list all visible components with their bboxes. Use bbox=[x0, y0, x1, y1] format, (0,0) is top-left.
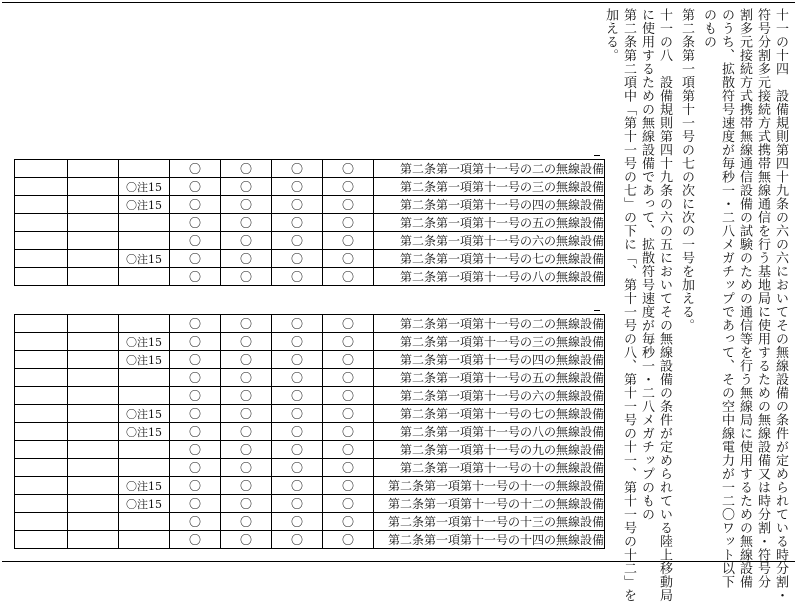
mark-cell: 〇 bbox=[221, 513, 272, 531]
mark-cell: 〇 bbox=[272, 405, 323, 423]
text-column: 第二条第一項第十一号の七の次に次の一号を加える。 bbox=[679, 8, 694, 332]
note-cell bbox=[119, 387, 170, 405]
row-label: 第二条第一項第十一号の五の無線設備 bbox=[374, 214, 605, 232]
mark-cell: 〇 bbox=[323, 196, 374, 214]
empty-cell bbox=[15, 160, 68, 178]
empty-cell bbox=[15, 214, 68, 232]
mark-cell: 〇 bbox=[323, 351, 374, 369]
table-row bbox=[15, 333, 605, 351]
row-label: 第二条第一項第十一号の十の無線設備 bbox=[374, 459, 605, 477]
row-label: 第二条第一項第十一号の九の無線設備 bbox=[374, 441, 605, 459]
row-label: 第二条第一項第十一号の四の無線設備 bbox=[374, 196, 605, 214]
table-top-corner-mark bbox=[594, 155, 600, 156]
mark-cell: 〇 bbox=[221, 531, 272, 549]
mark-cell: 〇 bbox=[221, 196, 272, 214]
mark-cell: 〇 bbox=[221, 178, 272, 196]
table-bottom-corner-mark bbox=[594, 310, 600, 311]
mark-cell: 〇 bbox=[170, 333, 221, 351]
table-row bbox=[15, 495, 605, 513]
mark-cell: 〇 bbox=[323, 405, 374, 423]
text-column: 符号分割多元接続方式携帯無線通信を行う基地局に使用するための無線設備又は時分割・符号分 bbox=[755, 8, 770, 589]
empty-cell bbox=[15, 495, 68, 513]
table-row bbox=[15, 232, 605, 250]
empty-cell bbox=[68, 333, 119, 351]
mark-cell: 〇 bbox=[221, 405, 272, 423]
note-cell: 〇注15 bbox=[119, 495, 170, 513]
empty-cell bbox=[15, 459, 68, 477]
mark-cell: 〇 bbox=[221, 250, 272, 268]
table-bottom bbox=[14, 314, 605, 549]
mark-cell: 〇 bbox=[323, 178, 374, 196]
row-label: 第二条第一項第十一号の三の無線設備 bbox=[374, 333, 605, 351]
row-label: 第二条第一項第十一号の二の無線設備 bbox=[374, 315, 605, 333]
mark-cell: 〇 bbox=[170, 477, 221, 495]
row-label: 第二条第一項第十一号の十二の無線設備 bbox=[374, 495, 605, 513]
row-label: 第二条第一項第十一号の五の無線設備 bbox=[374, 369, 605, 387]
mark-cell: 〇 bbox=[272, 369, 323, 387]
empty-cell bbox=[68, 351, 119, 369]
mark-cell: 〇 bbox=[221, 232, 272, 250]
empty-cell bbox=[68, 315, 119, 333]
note-cell bbox=[119, 214, 170, 232]
empty-cell bbox=[15, 178, 68, 196]
mark-cell: 〇 bbox=[323, 531, 374, 549]
table-row bbox=[15, 214, 605, 232]
mark-cell: 〇 bbox=[272, 214, 323, 232]
table-row bbox=[15, 441, 605, 459]
empty-cell bbox=[15, 531, 68, 549]
empty-cell bbox=[68, 495, 119, 513]
mark-cell: 〇 bbox=[170, 441, 221, 459]
row-label: 第二条第一項第十一号の十四の無線設備 bbox=[374, 531, 605, 549]
note-cell bbox=[119, 268, 170, 286]
mark-cell: 〇 bbox=[272, 333, 323, 351]
empty-cell bbox=[15, 423, 68, 441]
mark-cell: 〇 bbox=[170, 315, 221, 333]
table-row bbox=[15, 369, 605, 387]
mark-cell: 〇 bbox=[170, 405, 221, 423]
text-column: 第二条第二項中「第十一号の七」の下に「、第十一号の八、第十一号の十一、第十一号の十二」を bbox=[621, 8, 636, 602]
table-row bbox=[15, 531, 605, 549]
mark-cell: 〇 bbox=[323, 250, 374, 268]
empty-cell bbox=[68, 477, 119, 495]
mark-cell: 〇 bbox=[170, 196, 221, 214]
empty-cell bbox=[68, 250, 119, 268]
mark-cell: 〇 bbox=[221, 369, 272, 387]
empty-cell bbox=[15, 232, 68, 250]
empty-cell bbox=[68, 268, 119, 286]
mark-cell: 〇 bbox=[170, 351, 221, 369]
empty-cell bbox=[15, 250, 68, 268]
note-cell bbox=[119, 459, 170, 477]
row-label: 第二条第一項第十一号の十一の無線設備 bbox=[374, 477, 605, 495]
empty-cell bbox=[15, 268, 68, 286]
mark-cell: 〇 bbox=[221, 387, 272, 405]
note-cell bbox=[119, 315, 170, 333]
mark-cell: 〇 bbox=[323, 495, 374, 513]
empty-cell bbox=[15, 315, 68, 333]
row-label: 第二条第一項第十一号の十三の無線設備 bbox=[374, 513, 605, 531]
row-label: 第二条第一項第十一号の七の無線設備 bbox=[374, 405, 605, 423]
note-cell: 〇注15 bbox=[119, 351, 170, 369]
mark-cell: 〇 bbox=[170, 369, 221, 387]
mark-cell: 〇 bbox=[272, 495, 323, 513]
note-cell: 〇注15 bbox=[119, 178, 170, 196]
table-top bbox=[14, 159, 605, 286]
mark-cell: 〇 bbox=[272, 459, 323, 477]
mark-cell: 〇 bbox=[221, 441, 272, 459]
row-label: 第二条第一項第十一号の八の無線設備 bbox=[374, 423, 605, 441]
empty-cell bbox=[68, 196, 119, 214]
empty-cell bbox=[15, 405, 68, 423]
table-row bbox=[15, 459, 605, 477]
mark-cell: 〇 bbox=[170, 160, 221, 178]
row-label: 第二条第一項第十一号の七の無線設備 bbox=[374, 250, 605, 268]
note-cell: 〇注15 bbox=[119, 333, 170, 351]
mark-cell: 〇 bbox=[323, 477, 374, 495]
empty-cell bbox=[68, 531, 119, 549]
mark-cell: 〇 bbox=[221, 477, 272, 495]
row-label: 第二条第一項第十一号の六の無線設備 bbox=[374, 232, 605, 250]
mark-cell: 〇 bbox=[272, 178, 323, 196]
mark-cell: 〇 bbox=[170, 531, 221, 549]
mark-cell: 〇 bbox=[272, 531, 323, 549]
mark-cell: 〇 bbox=[221, 351, 272, 369]
mark-cell: 〇 bbox=[272, 268, 323, 286]
note-cell bbox=[119, 531, 170, 549]
mark-cell: 〇 bbox=[323, 459, 374, 477]
mark-cell: 〇 bbox=[272, 351, 323, 369]
mark-cell: 〇 bbox=[272, 477, 323, 495]
note-cell: 〇注15 bbox=[119, 423, 170, 441]
text-column: 割多元接続方式携帯無線通信設備の試験のための通信等を行う無線局に使用するための無線設備 bbox=[737, 8, 752, 589]
mark-cell: 〇 bbox=[221, 423, 272, 441]
mark-cell: 〇 bbox=[170, 387, 221, 405]
mark-cell: 〇 bbox=[170, 178, 221, 196]
mark-cell: 〇 bbox=[323, 315, 374, 333]
note-cell bbox=[119, 160, 170, 178]
table-row bbox=[15, 351, 605, 369]
text-column: 十一の十四 設備規則第四十九条の六の六においてその無線設備の条件が定められている時分割・ bbox=[773, 8, 788, 602]
mark-cell: 〇 bbox=[272, 250, 323, 268]
table-row bbox=[15, 268, 605, 286]
empty-cell bbox=[68, 513, 119, 531]
table-row bbox=[15, 405, 605, 423]
mark-cell: 〇 bbox=[323, 268, 374, 286]
text-column: 加える。 bbox=[603, 8, 618, 62]
empty-cell bbox=[15, 387, 68, 405]
mark-cell: 〇 bbox=[272, 513, 323, 531]
mark-cell: 〇 bbox=[272, 196, 323, 214]
empty-cell bbox=[15, 513, 68, 531]
empty-cell bbox=[68, 160, 119, 178]
note-cell bbox=[119, 441, 170, 459]
mark-cell: 〇 bbox=[170, 232, 221, 250]
note-cell: 〇注15 bbox=[119, 196, 170, 214]
empty-cell bbox=[15, 441, 68, 459]
mark-cell: 〇 bbox=[170, 513, 221, 531]
mark-cell: 〇 bbox=[170, 214, 221, 232]
mark-cell: 〇 bbox=[170, 495, 221, 513]
table-row bbox=[15, 178, 605, 196]
empty-cell bbox=[68, 369, 119, 387]
row-label: 第二条第一項第十一号の六の無線設備 bbox=[374, 387, 605, 405]
mark-cell: 〇 bbox=[323, 513, 374, 531]
empty-cell bbox=[68, 178, 119, 196]
text-column: に使用するための無線設備であって、拡散符号速度が毎秒一・二八メガチップのもの bbox=[639, 8, 654, 521]
note-cell bbox=[119, 513, 170, 531]
note-cell bbox=[119, 232, 170, 250]
text-column: 十一の八 設備規則第四十九条の六の五においてその無線設備の条件が定められている陸上移動局 bbox=[657, 8, 672, 602]
mark-cell: 〇 bbox=[170, 423, 221, 441]
mark-cell: 〇 bbox=[272, 160, 323, 178]
empty-cell bbox=[68, 232, 119, 250]
empty-cell bbox=[15, 351, 68, 369]
empty-cell bbox=[15, 369, 68, 387]
mark-cell: 〇 bbox=[272, 315, 323, 333]
table-row bbox=[15, 423, 605, 441]
row-label: 第二条第一項第十一号の三の無線設備 bbox=[374, 178, 605, 196]
row-label: 第二条第一項第十一号の四の無線設備 bbox=[374, 351, 605, 369]
mark-cell: 〇 bbox=[170, 250, 221, 268]
mark-cell: 〇 bbox=[272, 232, 323, 250]
mark-cell: 〇 bbox=[221, 315, 272, 333]
mark-cell: 〇 bbox=[323, 423, 374, 441]
mark-cell: 〇 bbox=[221, 459, 272, 477]
mark-cell: 〇 bbox=[323, 214, 374, 232]
mark-cell: 〇 bbox=[221, 268, 272, 286]
empty-cell bbox=[68, 459, 119, 477]
empty-cell bbox=[15, 333, 68, 351]
text-column: のもの bbox=[701, 8, 716, 49]
mark-cell: 〇 bbox=[170, 459, 221, 477]
mark-cell: 〇 bbox=[170, 268, 221, 286]
mark-cell: 〇 bbox=[221, 333, 272, 351]
mark-cell: 〇 bbox=[272, 387, 323, 405]
mark-cell: 〇 bbox=[272, 423, 323, 441]
mark-cell: 〇 bbox=[323, 232, 374, 250]
mark-cell: 〇 bbox=[323, 387, 374, 405]
mark-cell: 〇 bbox=[221, 160, 272, 178]
table-row bbox=[15, 160, 605, 178]
mark-cell: 〇 bbox=[323, 333, 374, 351]
empty-cell bbox=[68, 214, 119, 232]
table-row bbox=[15, 477, 605, 495]
empty-cell bbox=[68, 423, 119, 441]
table-row bbox=[15, 513, 605, 531]
empty-cell bbox=[68, 441, 119, 459]
row-label: 第二条第一項第十一号の八の無線設備 bbox=[374, 268, 605, 286]
mark-cell: 〇 bbox=[323, 369, 374, 387]
empty-cell bbox=[68, 387, 119, 405]
note-cell: 〇注15 bbox=[119, 405, 170, 423]
text-column: のうち、拡散符号速度が毎秒一・二八メガチップであって、その空中線電力が一二〇ワット以下 bbox=[719, 8, 734, 589]
mark-cell: 〇 bbox=[272, 441, 323, 459]
table-row bbox=[15, 315, 605, 333]
table-row bbox=[15, 387, 605, 405]
empty-cell bbox=[15, 477, 68, 495]
empty-cell bbox=[15, 196, 68, 214]
table-row bbox=[15, 196, 605, 214]
note-cell: 〇注15 bbox=[119, 250, 170, 268]
mark-cell: 〇 bbox=[221, 214, 272, 232]
mark-cell: 〇 bbox=[221, 495, 272, 513]
table-row bbox=[15, 250, 605, 268]
empty-cell bbox=[68, 405, 119, 423]
row-label: 第二条第一項第十一号の二の無線設備 bbox=[374, 160, 605, 178]
mark-cell: 〇 bbox=[323, 160, 374, 178]
mark-cell: 〇 bbox=[323, 441, 374, 459]
note-cell: 〇注15 bbox=[119, 477, 170, 495]
note-cell bbox=[119, 369, 170, 387]
